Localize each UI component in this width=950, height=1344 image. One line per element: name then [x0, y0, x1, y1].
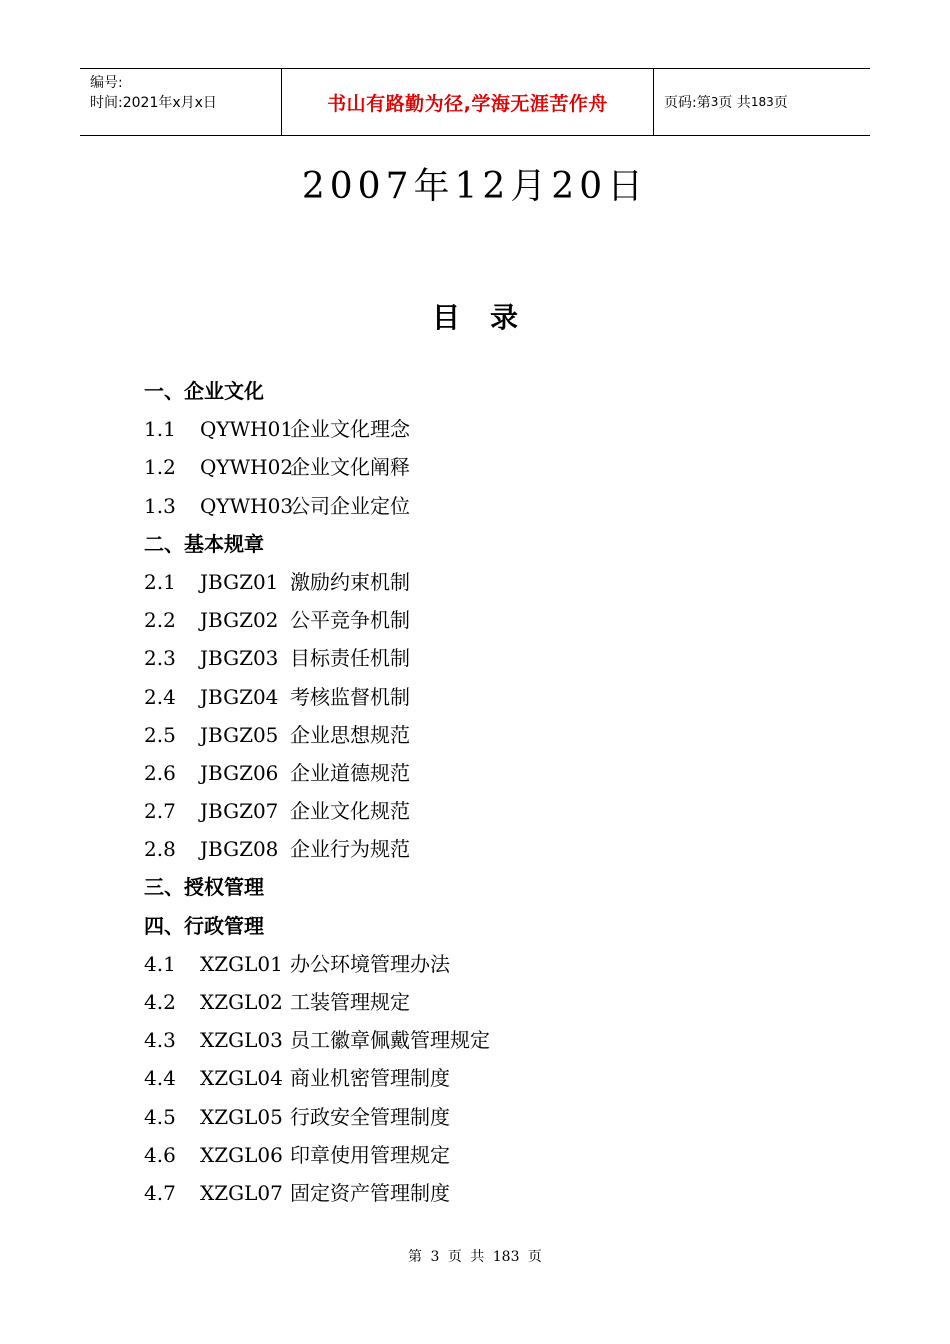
toc-item[interactable]	[144, 1021, 844, 1059]
toc-item-num: 1.3	[144, 493, 176, 518]
toc-item[interactable]	[144, 792, 844, 830]
toc-item-code: JBGZ03	[200, 646, 279, 671]
toc-item-title: 行政安全管理制度	[290, 1104, 450, 1129]
toc-item-code: XZGL05	[200, 1104, 283, 1129]
toc-item-num: 4.6	[144, 1142, 176, 1167]
toc-item-num: 4.1	[144, 951, 176, 976]
page-header	[80, 68, 870, 136]
toc-item-num: 4.5	[144, 1104, 176, 1129]
document-number-label: 编号:	[90, 75, 123, 91]
toc-item[interactable]	[144, 830, 844, 868]
header-page-info	[654, 69, 870, 135]
toc-item-num: 4.4	[144, 1066, 176, 1091]
toc-section[interactable]: 二、基本规章	[144, 531, 264, 556]
document-time-label: 时间:2021年x月x日	[90, 95, 217, 111]
table-of-contents	[144, 372, 844, 1212]
toc-item[interactable]	[144, 1059, 844, 1097]
toc-item[interactable]	[144, 1174, 844, 1212]
page-prefix: 页码:第	[664, 95, 711, 111]
toc-item-title: 固定资产管理制度	[290, 1180, 450, 1205]
toc-item[interactable]	[144, 410, 844, 448]
toc-item-title: 企业文化阐释	[290, 455, 410, 480]
toc-item-code: JBGZ07	[200, 799, 279, 824]
toc-item-title: 商业机密管理制度	[290, 1066, 450, 1091]
toc-item-code: JBGZ02	[200, 608, 279, 633]
toc-item-code: JBGZ06	[200, 760, 279, 785]
toc-section[interactable]: 三、授权管理	[144, 875, 264, 900]
toc-item-title: 企业道德规范	[290, 760, 410, 785]
toc-section[interactable]: 四、行政管理	[144, 913, 264, 938]
toc-item-num: 2.6	[144, 760, 176, 785]
toc-item-title: 公司企业定位	[290, 493, 410, 518]
toc-item-title: 目标责任机制	[290, 646, 410, 671]
toc-item-code: XZGL07	[200, 1180, 283, 1205]
page-current: 3	[710, 95, 719, 109]
toc-item-title: 企业行为规范	[290, 837, 410, 862]
toc-item-title: 公平竞争机制	[290, 608, 410, 633]
toc-item-num: 2.4	[144, 684, 176, 709]
header-meta	[80, 69, 281, 135]
toc-item-title: 企业思想规范	[290, 722, 410, 747]
toc-item[interactable]	[144, 1098, 844, 1136]
toc-item-code: QYWH02	[200, 455, 294, 480]
toc-item[interactable]	[144, 601, 844, 639]
toc-item[interactable]	[144, 1136, 844, 1174]
toc-item-title: 激励约束机制	[290, 569, 410, 594]
toc-item-num: 1.1	[144, 417, 176, 442]
toc-item-code: XZGL06	[200, 1142, 283, 1167]
toc-item-code: XZGL03	[200, 1028, 283, 1053]
toc-item-title: 印章使用管理规定	[290, 1142, 450, 1167]
toc-item-code: XZGL04	[200, 1066, 283, 1091]
toc-item[interactable]	[144, 487, 844, 525]
toc-item-num: 2.7	[144, 799, 176, 824]
toc-item-num: 1.2	[144, 455, 176, 480]
toc-item-num: 2.5	[144, 722, 176, 747]
toc-item-num: 4.2	[144, 990, 176, 1014]
toc-item-title: 办公环境管理办法	[290, 951, 450, 976]
toc-item-code: QYWH03	[200, 493, 294, 518]
page-mid: 页 共	[718, 95, 751, 111]
toc-item-code: JBGZ08	[200, 837, 279, 862]
toc-item-num: 2.3	[144, 646, 176, 671]
toc-item-num: 2.1	[144, 569, 176, 594]
toc-item-num: 2.8	[144, 837, 176, 862]
toc-item-title: 员工徽章佩戴管理规定	[290, 1028, 490, 1053]
toc-item-code: QYWH01	[200, 417, 294, 442]
toc-item[interactable]	[144, 716, 844, 754]
toc-item-title: 企业文化规范	[290, 799, 410, 824]
toc-item[interactable]	[144, 678, 844, 716]
toc-item-title: 工装管理规定	[290, 990, 410, 1014]
header-motto: 书山有路勤为径,学海无涯苦作舟	[281, 69, 654, 135]
date-title: 2007年12月20日	[301, 166, 649, 207]
toc-item-num: 4.3	[144, 1028, 176, 1053]
page-total: 183	[750, 95, 774, 109]
toc-title: 目录	[431, 301, 548, 334]
toc-item-code: XZGL01	[200, 951, 283, 976]
page-suffix: 页	[773, 95, 788, 111]
toc-item-code: JBGZ04	[200, 684, 279, 709]
toc-item[interactable]	[144, 754, 844, 792]
toc-item-title: 企业文化理念	[290, 417, 410, 442]
toc-item-num: 2.2	[144, 608, 176, 633]
toc-item-title: 考核监督机制	[290, 684, 410, 709]
toc-item[interactable]	[144, 983, 844, 1021]
toc-item[interactable]	[144, 945, 844, 983]
toc-item[interactable]	[144, 639, 844, 677]
toc-item-num: 4.7	[144, 1180, 176, 1205]
toc-item-code: JBGZ05	[200, 722, 279, 747]
page-footer: 第 3 页 共 183 页	[408, 1249, 542, 1265]
toc-item[interactable]	[144, 448, 844, 486]
toc-section[interactable]: 一、企业文化	[144, 379, 264, 403]
toc-item[interactable]	[144, 563, 844, 601]
toc-item-code: XZGL02	[200, 990, 283, 1014]
toc-item-code: JBGZ01	[200, 569, 279, 594]
